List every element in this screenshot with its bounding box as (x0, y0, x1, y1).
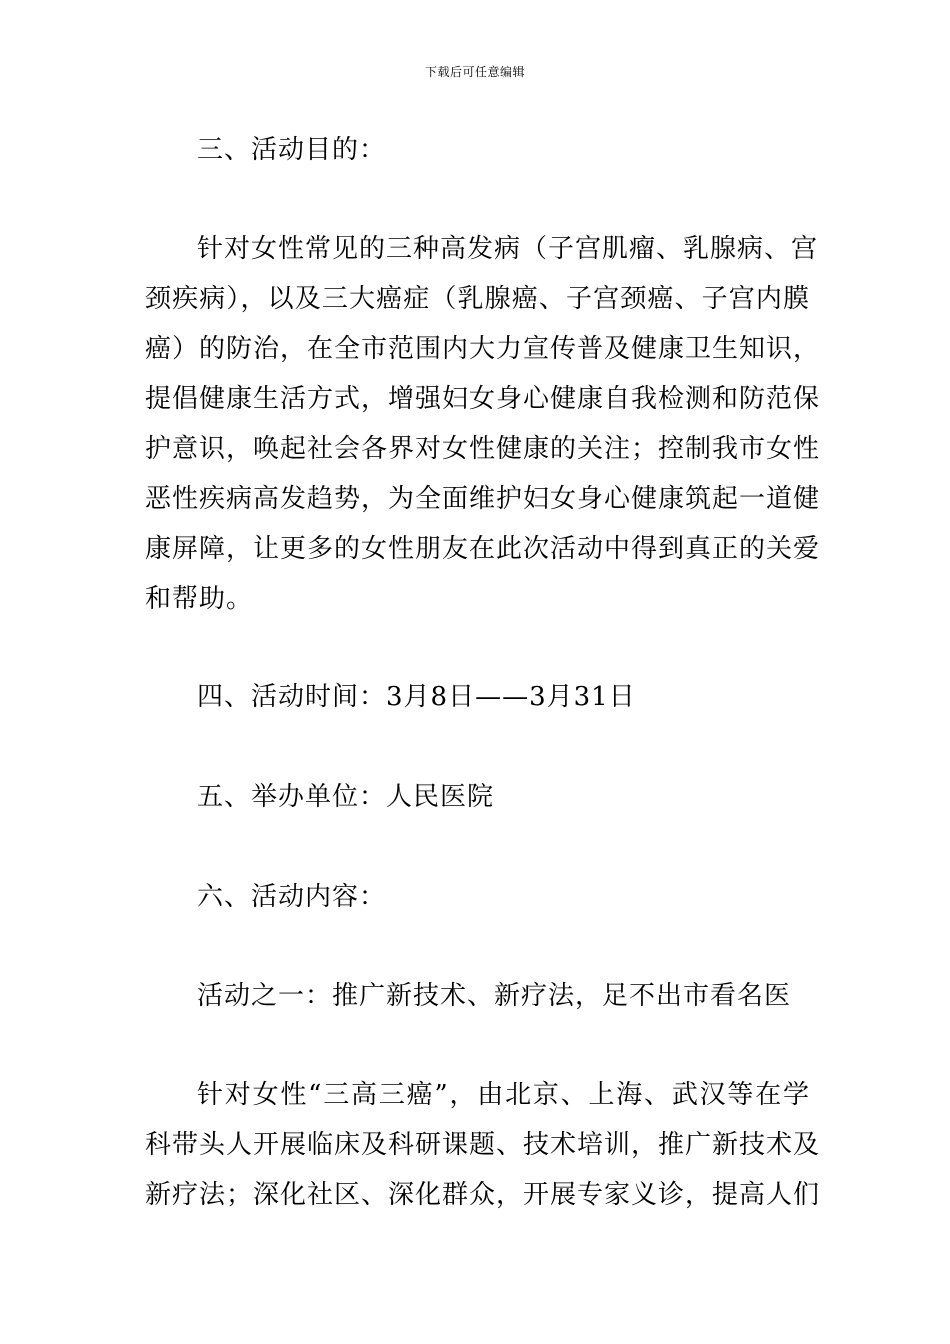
paragraph-line: 针对女性常见的三种高发病（子宫肌瘤、乳腺病、宫 (197, 234, 819, 264)
activity-one-title: 活动之一：推广新技术、新疗法，足不出市看名医 (197, 981, 792, 1011)
paragraph-line: 护意识，唤起社会各界对女性健康的关注；控制我市女性 (145, 434, 821, 464)
section-heading-purpose: 三、活动目的： (197, 135, 387, 165)
page-header: 下载后可任意编辑 (424, 65, 525, 79)
section-heading-time: 四、活动时间：3月8日——3月31日 (197, 682, 636, 712)
section-heading-organizer: 五、举办单位：人民医院 (197, 782, 495, 812)
paragraph-line: 科带头人开展临床及科研课题、技术培训，推广新技术及 (145, 1130, 821, 1160)
paragraph-line: 癌）的防治，在全市范围内大力宣传普及健康卫生知识， (145, 334, 821, 364)
paragraph-line: 提倡健康生活方式，增强妇女身心健康自我检测和防范保 (145, 384, 821, 414)
section-heading-content: 六、活动内容： (197, 882, 387, 912)
paragraph-line: 新疗法；深化社区、深化群众，开展专家义诊，提高人们 (145, 1180, 821, 1210)
paragraph-line: 颈疾病），以及三大癌症（乳腺癌、子宫颈癌、子宫内膜 (145, 284, 810, 314)
paragraph-line: 恶性疾病高发趋势，为全面维护妇女身心健康筑起一道健 (145, 484, 821, 514)
paragraph-line: 针对女性“三高三癌”，由北京、上海、武汉等在学 (197, 1080, 810, 1110)
paragraph-line: 和帮助。 (145, 584, 254, 614)
paragraph-line: 康屏障，让更多的女性朋友在此次活动中得到真正的关爱 (145, 534, 821, 564)
